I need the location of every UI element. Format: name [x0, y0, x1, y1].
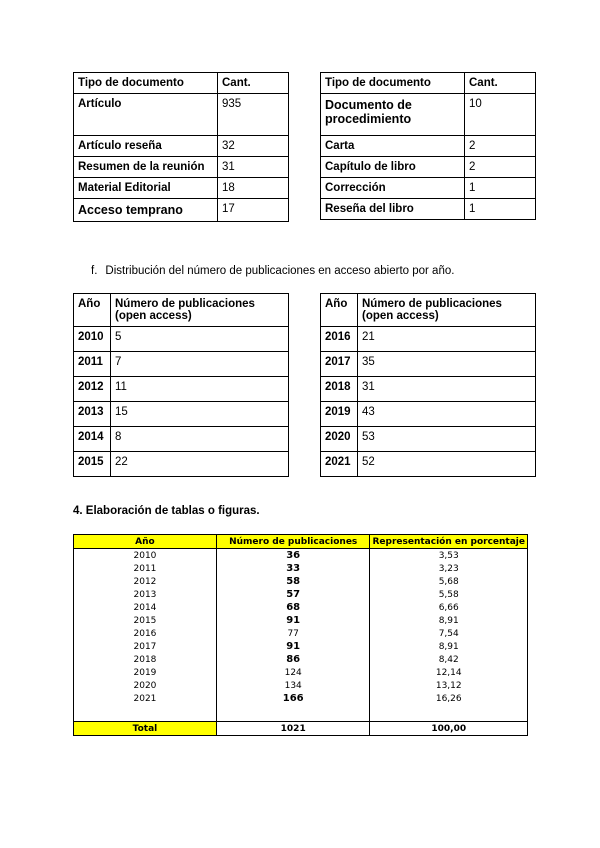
year-cell: 2019	[321, 402, 358, 427]
total-row	[74, 722, 528, 736]
doc-count-cell: 2	[465, 136, 536, 157]
doc-type-cell: Reseña del libro	[321, 199, 465, 220]
percentage-cell: 8,91	[370, 614, 528, 627]
section-f-caption	[91, 265, 454, 277]
open-access-table-right	[320, 293, 536, 477]
table-row	[321, 352, 536, 377]
doc-type-cell: Carta	[321, 136, 465, 157]
year-cell: 2019	[74, 666, 217, 679]
count-cell: 91	[216, 614, 370, 627]
count-cell: 15	[111, 402, 289, 427]
year-cell: 2016	[321, 327, 358, 352]
table-row	[74, 562, 528, 575]
publications-table	[73, 534, 528, 736]
count-cell: 43	[358, 402, 536, 427]
header-year: Año	[321, 294, 358, 327]
count-cell: 58	[216, 575, 370, 588]
doc-type-cell: Material Editorial	[74, 178, 218, 199]
table-row	[74, 666, 528, 679]
year-cell: 2014	[74, 601, 217, 614]
table-row	[74, 136, 289, 157]
percentage-cell: 6,66	[370, 601, 528, 614]
year-cell: 2011	[74, 352, 111, 377]
table-row	[74, 575, 528, 588]
table-row	[321, 427, 536, 452]
list-marker: f.	[91, 265, 98, 277]
header-type: Tipo de documento	[321, 73, 465, 94]
percentage-cell: 13,12	[370, 679, 528, 692]
doc-type-cell: Documento de procedimiento	[321, 94, 465, 136]
percentage-cell: 16,26	[370, 692, 528, 705]
year-cell: 2017	[321, 352, 358, 377]
table-header-row	[74, 73, 289, 94]
table-row	[74, 692, 528, 705]
open-access-table-left	[73, 293, 289, 477]
count-cell: 31	[358, 377, 536, 402]
section-f-text: Distribución del número de publicaciones en acceso abierto por año.	[105, 265, 455, 277]
header-count: Número de publicaciones	[216, 535, 370, 549]
count-cell: 36	[216, 549, 370, 563]
header-count: Cant.	[218, 73, 289, 94]
doc-type-cell: Artículo reseña	[74, 136, 218, 157]
count-cell: 53	[358, 427, 536, 452]
doc-type-cell: Acceso temprano	[74, 199, 218, 222]
table-row	[321, 157, 536, 178]
total-percentage: 100,00	[370, 722, 528, 736]
header-year: Año	[74, 535, 217, 549]
count-cell: 11	[111, 377, 289, 402]
count-cell: 134	[216, 679, 370, 692]
table-row	[321, 452, 536, 477]
header-percentage: Representación en porcentaje	[370, 535, 528, 549]
table-row	[74, 452, 289, 477]
table-header-row	[74, 535, 528, 549]
table-row	[74, 157, 289, 178]
year-cell: 2016	[74, 627, 217, 640]
count-cell: 86	[216, 653, 370, 666]
count-cell: 5	[111, 327, 289, 352]
count-cell: 57	[216, 588, 370, 601]
percentage-cell: 8,91	[370, 640, 528, 653]
count-cell: 21	[358, 327, 536, 352]
year-cell: 2021	[74, 692, 217, 705]
year-cell: 2010	[74, 549, 217, 563]
header-count: Número de publicaciones (open access)	[111, 294, 289, 327]
section-4-heading: 4. Elaboración de tablas o figuras.	[73, 505, 260, 517]
percentage-cell: 8,42	[370, 653, 528, 666]
percentage-cell: 7,54	[370, 627, 528, 640]
doc-type-cell: Capítulo de libro	[321, 157, 465, 178]
table-row	[321, 327, 536, 352]
table-row	[74, 199, 289, 222]
table-row	[74, 614, 528, 627]
table-row	[74, 679, 528, 692]
year-cell: 2020	[321, 427, 358, 452]
year-cell: 2012	[74, 377, 111, 402]
year-cell: 2012	[74, 575, 217, 588]
header-count: Número de publicaciones (open access)	[358, 294, 536, 327]
table-row	[74, 549, 528, 563]
table-row	[74, 427, 289, 452]
count-cell: 91	[216, 640, 370, 653]
year-cell: 2013	[74, 588, 217, 601]
table-row	[74, 588, 528, 601]
percentage-cell: 5,68	[370, 575, 528, 588]
table-row	[74, 601, 528, 614]
table-row	[74, 627, 528, 640]
table-row	[321, 377, 536, 402]
count-cell: 22	[111, 452, 289, 477]
table-header-row	[321, 294, 536, 327]
count-cell: 52	[358, 452, 536, 477]
percentage-cell: 5,58	[370, 588, 528, 601]
year-cell: 2021	[321, 452, 358, 477]
table-row	[321, 136, 536, 157]
doc-type-table-left	[73, 72, 289, 222]
year-cell: 2015	[74, 614, 217, 627]
doc-count-cell: 17	[218, 199, 289, 222]
count-cell: 124	[216, 666, 370, 679]
doc-type-cell: Corrección	[321, 178, 465, 199]
total-label: Total	[74, 722, 217, 736]
year-cell: 2014	[74, 427, 111, 452]
count-cell: 68	[216, 601, 370, 614]
table-row	[321, 199, 536, 220]
doc-count-cell: 18	[218, 178, 289, 199]
year-cell: 2011	[74, 562, 217, 575]
table-row	[321, 178, 536, 199]
year-cell: 2018	[321, 377, 358, 402]
year-cell: 2018	[74, 653, 217, 666]
count-cell: 33	[216, 562, 370, 575]
percentage-cell: 3,53	[370, 549, 528, 563]
table-row	[74, 640, 528, 653]
doc-count-cell: 1	[465, 199, 536, 220]
spacer-row	[74, 705, 528, 722]
percentage-cell: 12,14	[370, 666, 528, 679]
percentage-cell: 3,23	[370, 562, 528, 575]
year-cell: 2013	[74, 402, 111, 427]
doc-type-cell: Resumen de la reunión	[74, 157, 218, 178]
table-row	[74, 94, 289, 136]
doc-count-cell: 2	[465, 157, 536, 178]
doc-type-table-right	[320, 72, 536, 220]
doc-type-cell: Artículo	[74, 94, 218, 136]
table-row	[74, 377, 289, 402]
header-year: Año	[74, 294, 111, 327]
doc-count-cell: 10	[465, 94, 536, 136]
table-row	[321, 94, 536, 136]
doc-count-cell: 32	[218, 136, 289, 157]
doc-count-cell: 31	[218, 157, 289, 178]
table-header-row	[74, 294, 289, 327]
count-cell: 8	[111, 427, 289, 452]
table-header-row	[321, 73, 536, 94]
table-row	[321, 402, 536, 427]
header-type: Tipo de documento	[74, 73, 218, 94]
header-count: Cant.	[465, 73, 536, 94]
table-row	[74, 352, 289, 377]
year-cell: 2015	[74, 452, 111, 477]
total-count: 1021	[216, 722, 370, 736]
count-cell: 77	[216, 627, 370, 640]
table-row	[74, 653, 528, 666]
table-row	[74, 178, 289, 199]
count-cell: 166	[216, 692, 370, 705]
year-cell: 2010	[74, 327, 111, 352]
count-cell: 7	[111, 352, 289, 377]
year-cell: 2017	[74, 640, 217, 653]
table-row	[74, 327, 289, 352]
count-cell: 35	[358, 352, 536, 377]
year-cell: 2020	[74, 679, 217, 692]
doc-count-cell: 935	[218, 94, 289, 136]
table-row	[74, 402, 289, 427]
doc-count-cell: 1	[465, 178, 536, 199]
